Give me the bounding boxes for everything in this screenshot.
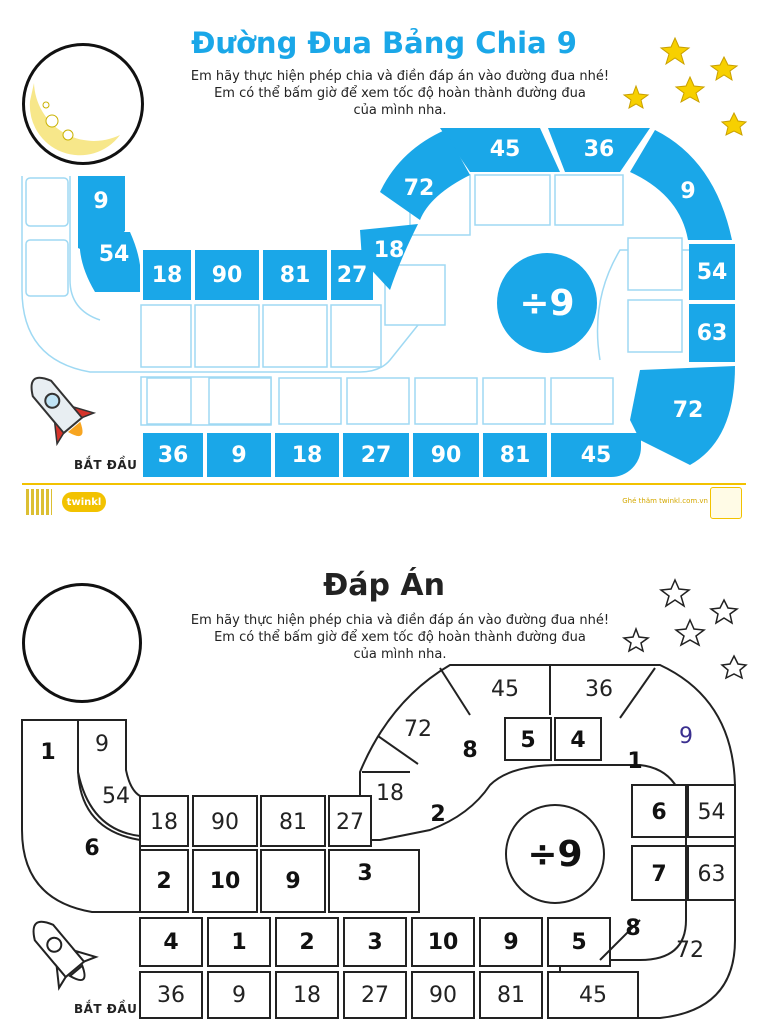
track-cell: 54 (98, 241, 130, 267)
track-cell: 27 (331, 250, 373, 300)
twinkl-logo: twinkl (62, 492, 106, 512)
track-cell: 36 (585, 676, 613, 702)
answer-cell: 6 (651, 799, 667, 825)
answer-page (0, 540, 768, 1024)
track-cell: 90 (211, 809, 239, 835)
answer-cell: 4 (570, 727, 586, 753)
track-cell: 54 (102, 783, 130, 809)
track-cell: 27 (361, 982, 389, 1008)
track-cell: 9 (680, 178, 696, 204)
track-cell: 81 (483, 433, 547, 477)
track-cell: 54 (697, 799, 726, 825)
instruction-line: của mình nha. (353, 647, 447, 662)
track-cell: 45 (491, 676, 519, 702)
answer-cell: 1 (627, 748, 643, 774)
instruction-line: Em hãy thực hiện phép chia và điền đáp án vào đường đua nhé! (190, 69, 610, 84)
answer-cell: 1 (231, 929, 247, 955)
answer-cell: 10 (427, 929, 459, 955)
start-label: BẮT ĐẦU (74, 458, 138, 472)
footer (22, 483, 746, 521)
answer-cell: 5 (571, 929, 587, 955)
track-cell: 18 (293, 982, 321, 1008)
track-cell: 27 (343, 433, 409, 477)
center-label: ÷9 (527, 833, 583, 875)
badge-icon (710, 487, 742, 519)
answer-cell: 3 (357, 860, 373, 886)
footer-link[interactable]: Ghé thăm twinkl.com.vn (622, 497, 708, 505)
rocket-icon (0, 540, 768, 1024)
track-cell: 9 (679, 723, 693, 749)
answer-title: Đáp Án (323, 568, 445, 603)
page-title: Đường Đua Bảng Chia 9 (191, 26, 577, 60)
track-cell: 63 (697, 861, 726, 887)
answer-cell: 5 (520, 727, 536, 753)
center-label: ÷9 (519, 282, 575, 324)
track-cell: 45 (489, 136, 521, 162)
track-cell: 45 (579, 982, 607, 1008)
track-cell: 72 (403, 175, 435, 201)
instruction-line: Em có thể bấm giờ để xem tốc độ hoàn thành đường đua (214, 630, 586, 645)
track-cell: 63 (696, 320, 728, 346)
answer-cell: 8 (625, 915, 641, 941)
track-cell: 90 (195, 250, 259, 300)
track-cell: 45 (551, 433, 641, 477)
track-cell: 9 (232, 982, 246, 1008)
answer-cell: 1 (40, 739, 56, 765)
answer-cell: 10 (209, 868, 241, 894)
track-cell: 36 (157, 982, 185, 1008)
instruction-line: Em có thể bấm giờ để xem tốc độ hoàn thành đường đua (214, 86, 586, 101)
track-cell: 18 (143, 250, 191, 300)
answer-cell: 3 (367, 929, 383, 955)
instruction-line: của mình nha. (353, 103, 447, 118)
answer-cell: 2 (156, 868, 172, 894)
track-cell: 90 (413, 433, 479, 477)
track-cell: 72 (676, 937, 704, 963)
track-cell: 72 (404, 716, 432, 742)
instruction-line: Em hãy thực hiện phép chia và điền đáp án vào đường đua nhé! (190, 613, 610, 628)
qr-code-icon (26, 489, 52, 515)
track-cell: 9 (207, 433, 271, 477)
track-cell: 18 (275, 433, 339, 477)
track-cell: 27 (336, 809, 364, 835)
track-cell: 72 (672, 397, 704, 423)
answer-cell: 9 (285, 868, 301, 894)
track-cell: 81 (279, 809, 307, 835)
start-label: BẮT ĐẦU (74, 1002, 138, 1016)
answer-cell: 4 (163, 929, 179, 955)
track-cell: 81 (263, 250, 327, 300)
track-cell: 36 (583, 136, 615, 162)
answer-cell: 8 (462, 737, 478, 763)
answer-cell: 2 (299, 929, 315, 955)
track-cell: 36 (143, 433, 203, 477)
track-cell: 18 (150, 809, 178, 835)
track-cell: 81 (497, 982, 525, 1008)
answer-cell: 7 (651, 861, 667, 887)
track-cell: 18 (376, 780, 404, 806)
track-cell: 18 (373, 237, 405, 263)
answer-cell: 2 (430, 801, 446, 827)
track-cell: 9 (93, 188, 109, 214)
answer-cell: 9 (503, 929, 519, 955)
track-cell: 54 (696, 259, 728, 285)
track-cell: 9 (95, 731, 109, 757)
track-cell: 90 (429, 982, 457, 1008)
answer-cell: 6 (84, 835, 100, 861)
